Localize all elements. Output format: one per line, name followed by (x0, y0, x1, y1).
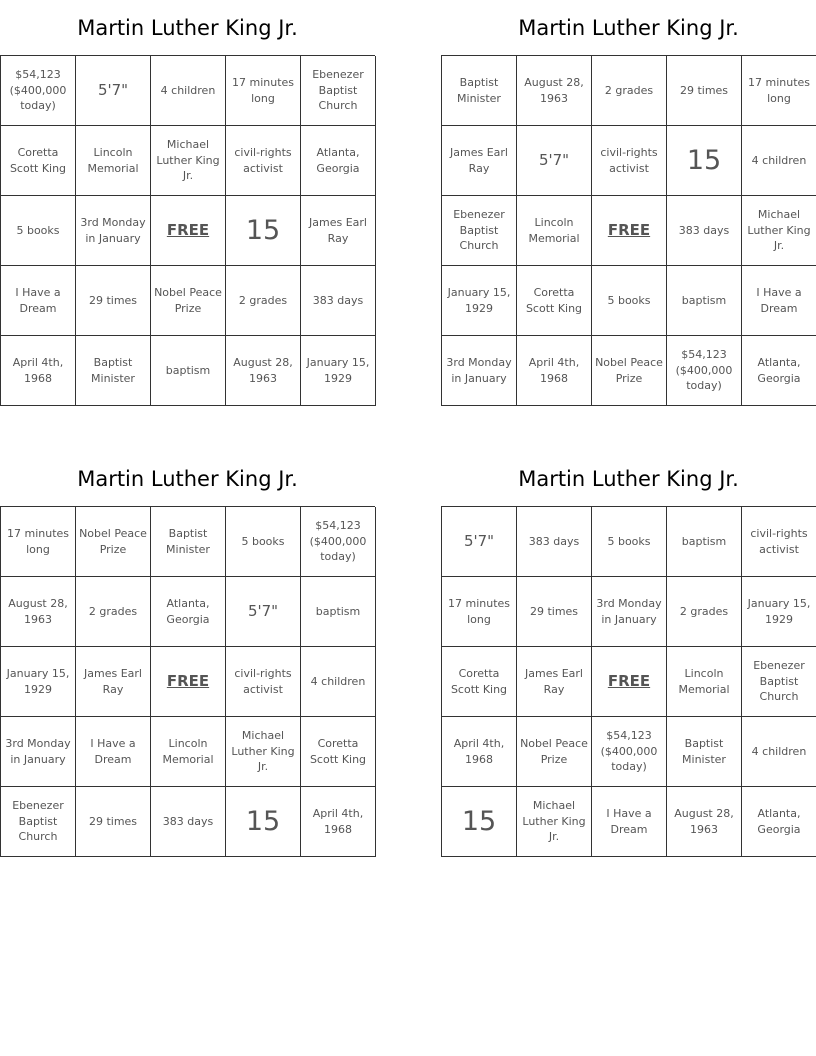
bingo-cell: James Earl Ray (517, 647, 592, 717)
bingo-cell: 29 times (517, 577, 592, 647)
bingo-cell: $54,123 ($400,000 today) (592, 717, 667, 787)
bingo-cell: 15 (226, 196, 301, 266)
card-title: Martin Luther King Jr. (77, 16, 298, 40)
bingo-cell: Lincoln Memorial (151, 717, 226, 787)
bingo-cell: 4 children (742, 717, 816, 787)
bingo-cell: I Have a Dream (592, 787, 667, 857)
bingo-cell: baptism (151, 336, 226, 406)
bingo-cell: 3rd Monday in January (592, 577, 667, 647)
bingo-cell: Coretta Scott King (1, 126, 76, 196)
bingo-cell: 5 books (592, 266, 667, 336)
bingo-grid (441, 506, 816, 857)
bingo-grid (0, 506, 375, 857)
bingo-cell: January 15, 1929 (742, 577, 816, 647)
bingo-cell: baptism (301, 577, 376, 647)
bingo-cell: 5'7" (517, 126, 592, 196)
bingo-cell: Lincoln Memorial (76, 126, 151, 196)
bingo-cell: Nobel Peace Prize (517, 717, 592, 787)
free-space: FREE (592, 647, 667, 717)
bingo-cell: 17 minutes long (442, 577, 517, 647)
bingo-cell: January 15, 1929 (301, 336, 376, 406)
free-space: FREE (592, 196, 667, 266)
bingo-cell: 15 (442, 787, 517, 857)
bingo-cell: 4 children (301, 647, 376, 717)
bingo-cell: August 28, 1963 (226, 336, 301, 406)
bingo-cell: Ebenezer Baptist Church (1, 787, 76, 857)
bingo-cell: I Have a Dream (1, 266, 76, 336)
bingo-grid (0, 55, 375, 406)
bingo-cell: Atlanta, Georgia (742, 787, 816, 857)
bingo-cell: Michael Luther King Jr. (151, 126, 226, 196)
bingo-cell: Ebenezer Baptist Church (442, 196, 517, 266)
bingo-cell: Lincoln Memorial (517, 196, 592, 266)
bingo-cell: Nobel Peace Prize (592, 336, 667, 406)
bingo-cell: baptism (667, 266, 742, 336)
bingo-cell: civil-rights activist (592, 126, 667, 196)
bingo-cell: 2 grades (76, 577, 151, 647)
bingo-cell: Ebenezer Baptist Church (742, 647, 816, 717)
bingo-cell: Michael Luther King Jr. (226, 717, 301, 787)
bingo-cell: civil-rights activist (226, 647, 301, 717)
bingo-cell: 29 times (76, 266, 151, 336)
free-space: FREE (151, 647, 226, 717)
bingo-cell: 5 books (592, 507, 667, 577)
bingo-cell: 17 minutes long (742, 56, 816, 126)
bingo-cell: 5 books (226, 507, 301, 577)
bingo-cell: Nobel Peace Prize (151, 266, 226, 336)
bingo-cell: James Earl Ray (76, 647, 151, 717)
bingo-grid (441, 55, 816, 406)
bingo-cell: Michael Luther King Jr. (517, 787, 592, 857)
bingo-cell: Baptist Minister (442, 56, 517, 126)
bingo-cell: 383 days (517, 507, 592, 577)
bingo-cell: $54,123 ($400,000 today) (667, 336, 742, 406)
bingo-cell: Nobel Peace Prize (76, 507, 151, 577)
bingo-cell: August 28, 1963 (667, 787, 742, 857)
bingo-cell: April 4th, 1968 (517, 336, 592, 406)
bingo-cell: 383 days (667, 196, 742, 266)
bingo-cell: 17 minutes long (226, 56, 301, 126)
bingo-cell: Coretta Scott King (442, 647, 517, 717)
bingo-cell: 3rd Monday in January (1, 717, 76, 787)
bingo-cell: August 28, 1963 (1, 577, 76, 647)
bingo-cell: Michael Luther King Jr. (742, 196, 816, 266)
bingo-cell: James Earl Ray (301, 196, 376, 266)
bingo-cell: 4 children (742, 126, 816, 196)
bingo-cell: 17 minutes long (1, 507, 76, 577)
bingo-cell: civil-rights activist (226, 126, 301, 196)
bingo-cell: Baptist Minister (76, 336, 151, 406)
bingo-cell: 2 grades (667, 577, 742, 647)
bingo-cell: 15 (667, 126, 742, 196)
card-title: Martin Luther King Jr. (77, 467, 298, 491)
bingo-cell: civil-rights activist (742, 507, 816, 577)
bingo-cell: 5'7" (442, 507, 517, 577)
bingo-cell: Ebenezer Baptist Church (301, 56, 376, 126)
bingo-cell: 2 grades (592, 56, 667, 126)
bingo-cell: I Have a Dream (742, 266, 816, 336)
bingo-cell: Coretta Scott King (517, 266, 592, 336)
bingo-cell: January 15, 1929 (1, 647, 76, 717)
bingo-cell: January 15, 1929 (442, 266, 517, 336)
bingo-cell: 383 days (151, 787, 226, 857)
bingo-cell: James Earl Ray (442, 126, 517, 196)
bingo-cell: $54,123 ($400,000 today) (301, 507, 376, 577)
bingo-cell: 15 (226, 787, 301, 857)
bingo-cell: Baptist Minister (151, 507, 226, 577)
bingo-cell: 2 grades (226, 266, 301, 336)
bingo-cell: Atlanta, Georgia (151, 577, 226, 647)
bingo-cell: I Have a Dream (76, 717, 151, 787)
card-title: Martin Luther King Jr. (518, 467, 739, 491)
bingo-cell: Coretta Scott King (301, 717, 376, 787)
bingo-cell: April 4th, 1968 (442, 717, 517, 787)
free-space: FREE (151, 196, 226, 266)
bingo-cell: Atlanta, Georgia (301, 126, 376, 196)
bingo-cell: 5'7" (76, 56, 151, 126)
bingo-cell: baptism (667, 507, 742, 577)
bingo-cell: 3rd Monday in January (76, 196, 151, 266)
card-title: Martin Luther King Jr. (518, 16, 739, 40)
bingo-cell: 4 children (151, 56, 226, 126)
bingo-cell: April 4th, 1968 (1, 336, 76, 406)
bingo-cell: August 28, 1963 (517, 56, 592, 126)
bingo-cell: Baptist Minister (667, 717, 742, 787)
bingo-cell: 29 times (667, 56, 742, 126)
bingo-cell: 29 times (76, 787, 151, 857)
bingo-cell: 383 days (301, 266, 376, 336)
bingo-cell: 3rd Monday in January (442, 336, 517, 406)
bingo-cell: $54,123 ($400,000 today) (1, 56, 76, 126)
bingo-cell: April 4th, 1968 (301, 787, 376, 857)
bingo-cell: 5 books (1, 196, 76, 266)
bingo-cell: 5'7" (226, 577, 301, 647)
bingo-cell: Atlanta, Georgia (742, 336, 816, 406)
bingo-cell: Lincoln Memorial (667, 647, 742, 717)
